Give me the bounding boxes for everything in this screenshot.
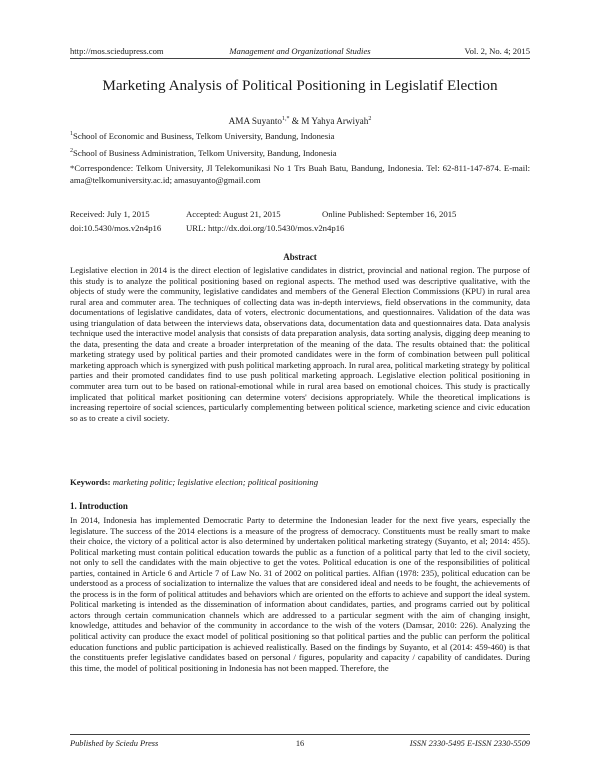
header-volume: Vol. 2, No. 4; 2015 [464,46,530,56]
footer-publisher: Published by Sciedu Press [70,739,159,748]
affiliation-1 [70,130,530,142]
author-2-marks: 2 [368,115,372,122]
header-url[interactable]: http://mos.sciedupress.com [70,46,164,56]
author-line [70,114,530,128]
keywords-text: marketing politic; legislative election; political positioning [112,477,319,487]
keywords [70,476,530,488]
keywords-label: Keywords: [70,477,111,487]
affiliation-2 [70,147,530,159]
abstract-heading: Abstract [283,252,317,262]
published-date: Online Published: September 16, 2015 [322,209,457,219]
abstract-text: Legislative election in 2014 is the direct election of legislative candidates in district, provincial and national region. The purpose of this study is to analyze the political positioning based on regional aspects. The method used was descriptive qualitative, with the objects of study were the community, legislative candidates and members of the General Election Commissions (KPU) in rural area rural area and commuter area. The techniques of collecting data was in-depth interviews, field observations in the community, data documentations of legislative candidates, data of voters, electronic documentations, and questionnaires. Validation of the data was using triangulation of data between the interviews data, observations data, documentation data and questionnaires data. Data analysis technique used the interactive model analysis that consists of data preparation analysis, data sorting analysis, digging deep meaning to the data, presenting the data and create a broader interpretation of the meaning of the data. The results obtained that: the political marketing strategy used by political parties and their promoted candidates were in the form of combination between pull political marketing approach which is synergized with push political marketing approach. In rural area, political marketing strategy by political parties and their promoted candidates find to use push political marketing approach. Legislative election political positioning in commuter area turn out to be based on rational-emotional while in rural area based on emotional choices. This study is practically implicated that political market positioning can determine voters' decisions appropriately. While the theoretical implications is increasing repertoire of social sciences, particularly complementing between political science, marketing science and civic education so as to create a civil society. [70,265,530,423]
accepted-date: Accepted: August 21, 2015 [186,209,281,219]
dates-row-1 [70,208,530,221]
author-1-marks: 1,* [281,115,290,122]
author-separator: & [289,116,302,126]
footer-page-number: 16 [295,739,305,748]
doi-url[interactable]: URL: http://dx.doi.org/10.5430/mos.v2n4p16 [186,223,345,233]
affiliation-1-mark: 1 [70,131,73,138]
header-journal: Management and Organizational Studies [229,46,371,56]
affiliation-2-mark: 2 [70,148,73,155]
introduction-text: In 2014, Indonesia has implemented Democratic Party to determine the Indonesian leader for the next five years, especially the legislature. The success of the 2014 elections is a measure of the progress of democracy. Constituents must be really smart to make their choice, the victory of a political actor is also determined by undertaken political marketing strategy (Suyanto, et al; 2014: 455). Political marketing must contain political education towards the public as a function of a political party that led to the civil society, not only to sell the candidates with the main objective to get the votes. Political education is one of the responsibilities of political parties, contained in Article 6 and Article 7 of Law No. 31 of 2002 on political parties. Alfian (1978: 235), political education can be understood as a process of socialization to internalize the values that are considered ideal and needs to be fought, the achievements of the process is in the form of political attitudes and behaviors which are oriented on the efforts to achieve and support the ideal system. Political marketing is intended as the dissemination of information about candidates, parties, and programs carried out by political actors through certain communication channels which are addressed to a particular segment with the aim of changing insight, knowledge, attitudes and behavior of the community in accordance to the wish of the voters (Damsar, 2010: 226). Analyzing the political activity can produce the exact model of political positioning so that political parties and the public can perform the political education functions and public participation is achieved realistically. Based on the findings by Suyanto, et al (2014: 459-460) is that the constituents prefer legislative candidates based on personal / figures, popularity and capacity / capability of candidates. During this time, the model of political positioning in Indonesia has not been mapped. Therefore, the [70,515,530,673]
paper-title: Marketing Analysis of Political Positioning in Legislatif Election [102,77,498,94]
dates-row-2 [70,222,530,235]
received-date: Received: July 1, 2015 [70,209,150,219]
page-footer [70,734,530,749]
section-heading-introduction: 1. Introduction [70,501,128,511]
doi[interactable]: doi:10.5430/mos.v2n4p16 [70,223,162,233]
affiliation-2-text: School of Business Administration, Telkom University, Bandung, Indonesia [73,148,337,158]
running-header [70,44,530,59]
footer-issn: ISSN 2330-5495 E-ISSN 2330-5509 [409,739,530,748]
affiliation-1-text: School of Economic and Business, Telkom University, Bandung, Indonesia [73,131,335,141]
author-2: M Yahya Arwiyah [301,116,369,126]
author-1: AMA Suyanto [228,116,282,126]
correspondence: *Correspondence: Telkom University, Jl Telekomunikasi No 1 Trs Buah Batu, Bandung, Indonesia. Tel: 62-811-147-874. E-mail: ama@telkomuniversity.ac.id; amasuyanto@gmail.com [70,163,530,186]
